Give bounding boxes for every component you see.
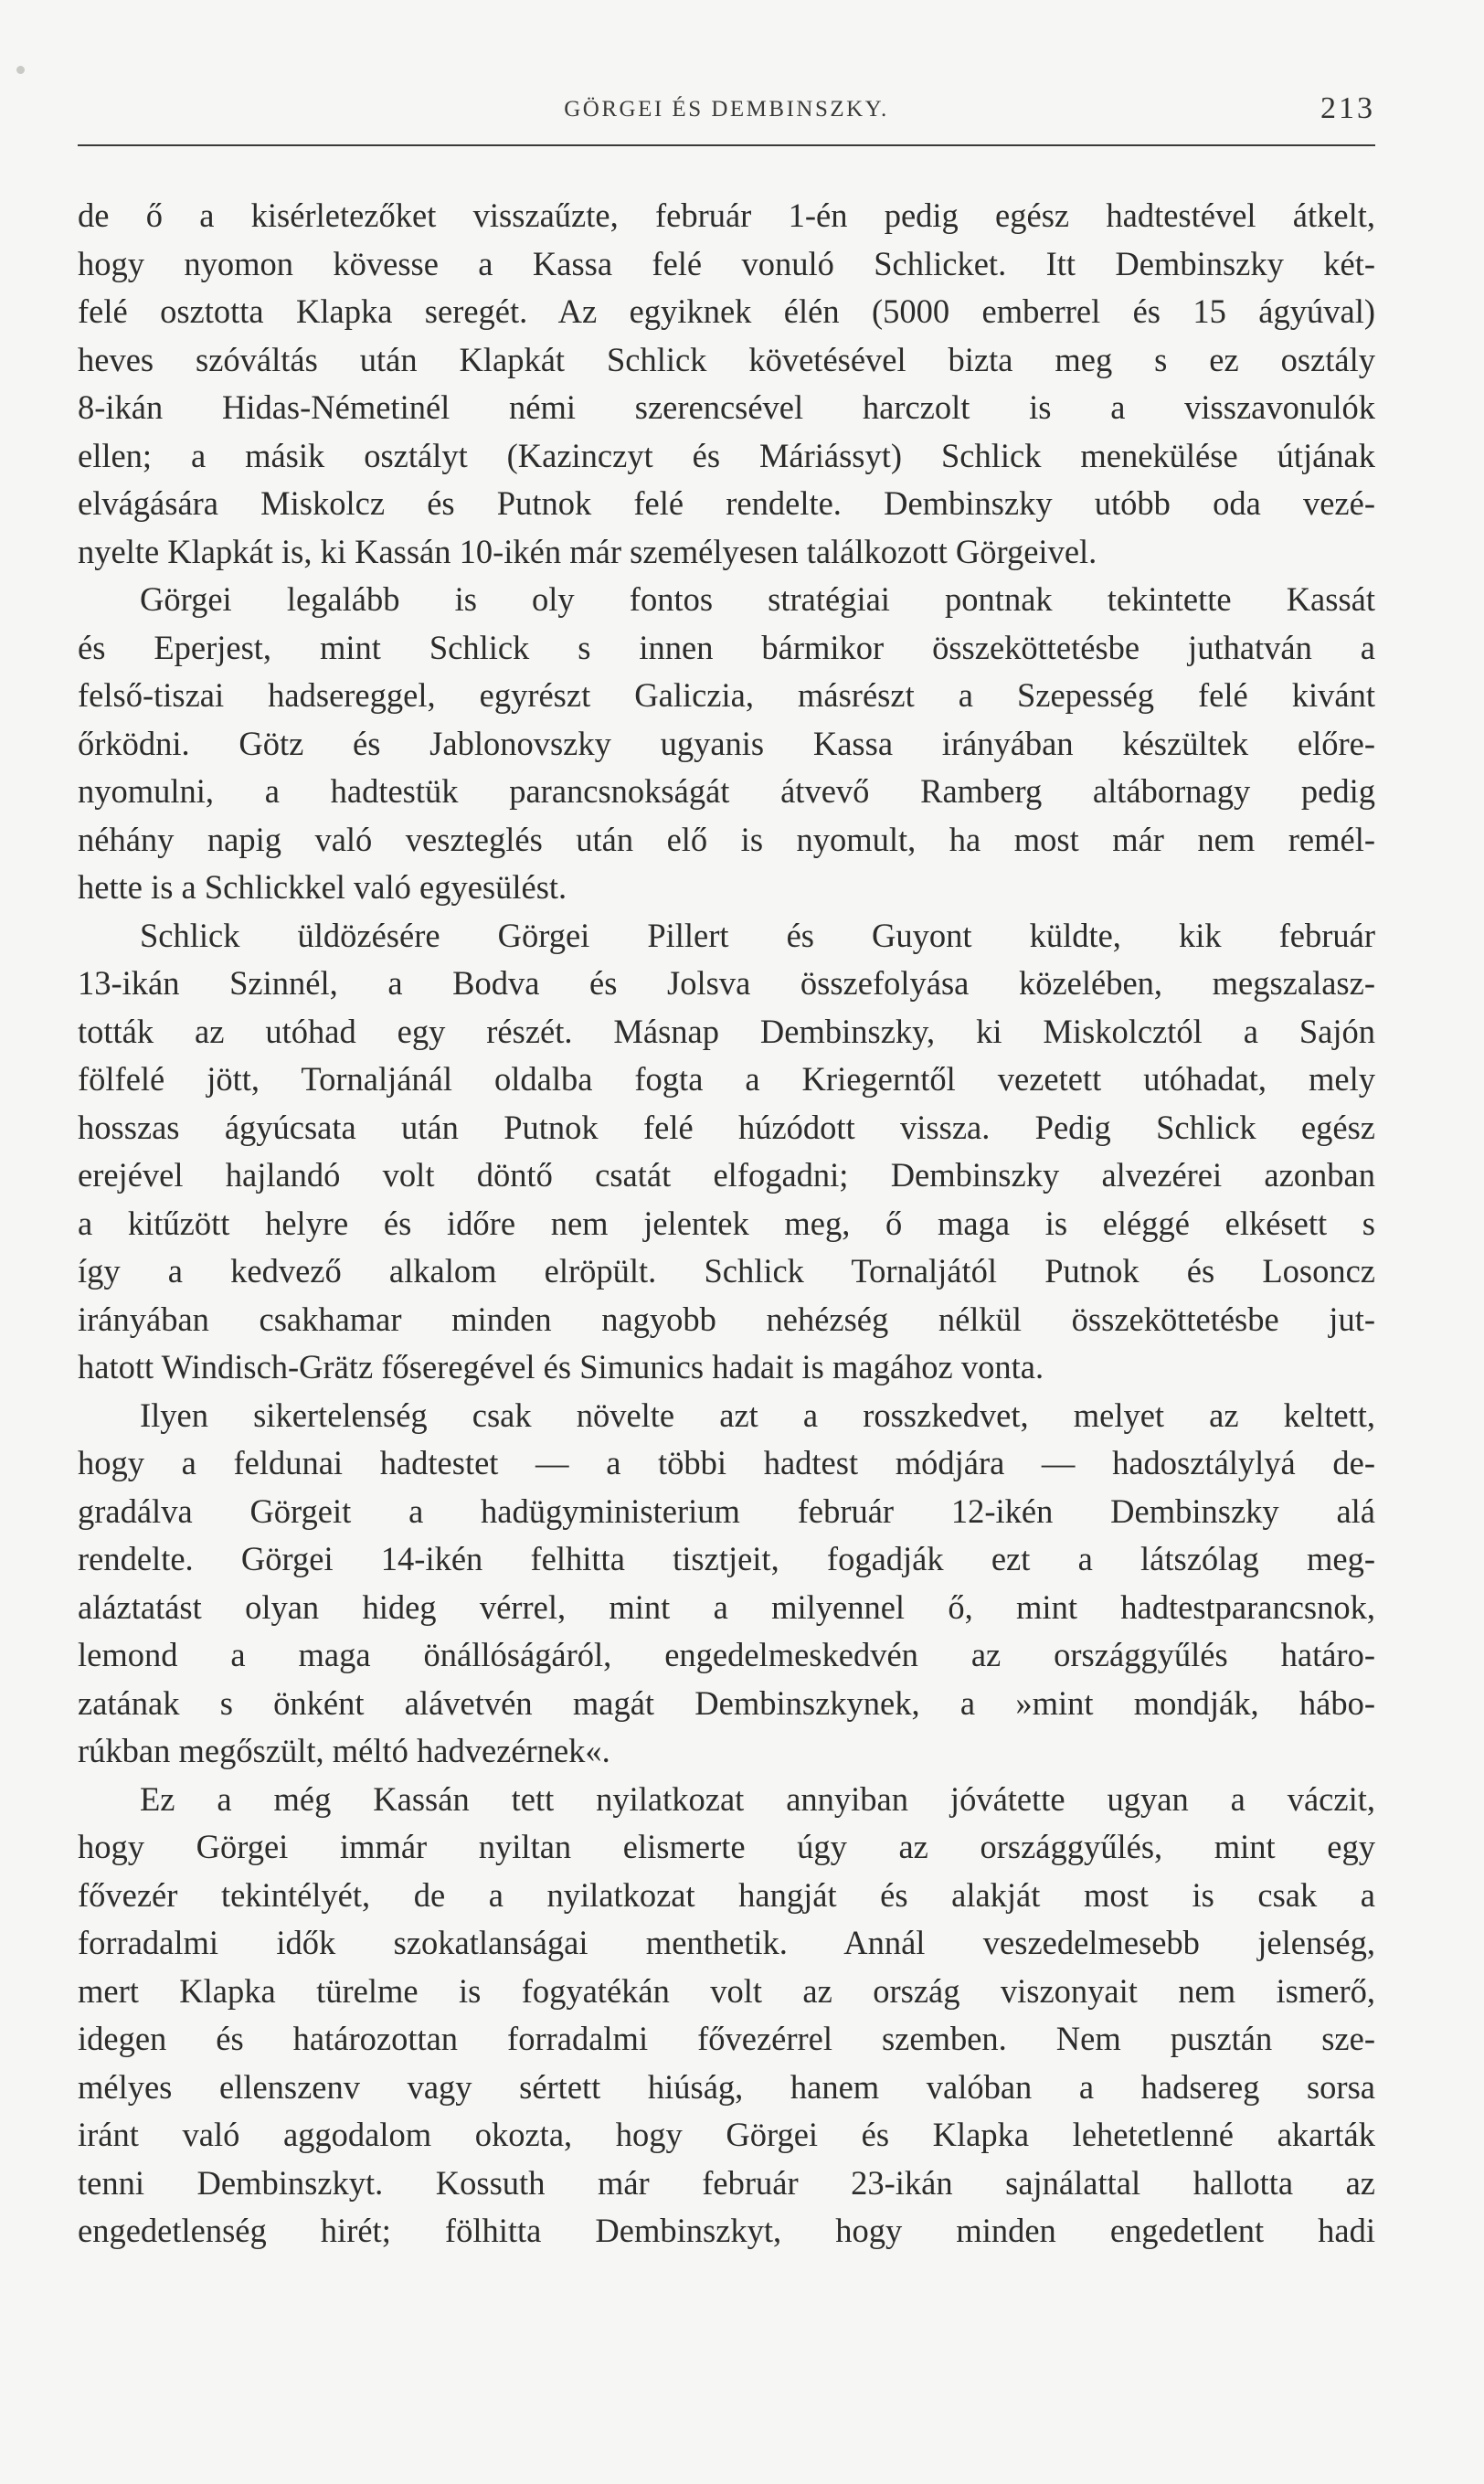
text-line: fővezér tekintélyét, de a nyilatkozat hangját és alakját most is csak a	[78, 1875, 1375, 1914]
text-line: ellen; a másik osztályt (Kazinczyt és Máriássyt) Schlick menekülése útjának	[78, 436, 1375, 474]
text-line: iránt való aggodalom okozta, hogy Görgei és Klapka lehetetlenné akarták	[78, 2116, 1375, 2153]
text-line: nyomulni, a hadtestük parancsnokságát átvevő Ramberg altábornagy pedig	[78, 772, 1375, 810]
text-line: heves szóváltás után Klapkát Schlick követésével bizta meg s ez osztály	[78, 340, 1375, 378]
text-line: mélyes ellenszenv vagy sértett hiúság, hanem valóban a hadsereg sorsa	[78, 2067, 1375, 2106]
text-line: hatott Windisch-Grätz főseregével és Simunics hadait is magához vonta.	[78, 1348, 1044, 1385]
text-line: gradálva Görgeit a hadügyministerium február 12-ikén Dembinszky alá	[78, 1491, 1375, 1530]
page-number: 213	[1320, 91, 1375, 125]
text-line: tenni Dembinszkyt. Kossuth már február 23-ikán sajnálattal hallotta az	[78, 2163, 1375, 2202]
text-line: zatának s önként alávetvén magát Dembinszkynek, a »mint mondják, hábo-	[78, 1683, 1375, 1722]
page-header	[78, 91, 1375, 135]
text-line: nyelte Klapkát is, ki Kassán 10-ikén már személyesen találkozott Görgeivel.	[78, 532, 1097, 570]
text-line: 8-ikán Hidas-Németinél némi szerencsével harczolt is a visszavonulók	[78, 388, 1375, 426]
paragraph-first-line: Schlick üldözésére Görgei Pillert és Guyont küldte, kik február	[140, 916, 1375, 954]
text-line: de ő a kisérletezőket visszaűzte, február 1-én pedig egész hadtestével átkelt,	[78, 196, 1375, 234]
text-line: őrködni. Götz és Jablonovszky ugyanis Kassa irányában készültek előre-	[78, 724, 1375, 762]
text-line: és Eperjest, mint Schlick s innen bármikor összeköttetésbe juthatván a	[78, 628, 1375, 666]
running-title: GÖRGEI ÉS DEMBINSZKY.	[564, 97, 889, 122]
text-line: elvágására Miskolcz és Putnok felé rendelte. Dembinszky utóbb oda vezé-	[78, 484, 1375, 522]
text-line: forradalmi idők szokatlanságai menthetik. Annál veszedelmesebb jelenség,	[78, 1924, 1375, 1961]
text-line: felső-tiszai hadsereggel, egyrészt Galiczia, másrészt a Szepesség felé kivánt	[78, 676, 1375, 714]
text-line: hogy a feldunai hadtestet — a többi hadtest módjára — hadosztálylyá de-	[78, 1444, 1375, 1481]
text-line: lemond a maga önállóságáról, engedelmeskedvén az országgyűlés határo-	[78, 1636, 1375, 1673]
text-line: így a kedvező alkalom elröpült. Schlick Tornaljától Putnok és Losoncz	[78, 1252, 1375, 1290]
text-line: a kitűzött helyre és időre nem jelentek meg, ő maga is eléggé elkésett s	[78, 1204, 1375, 1242]
text-line: idegen és határozottan forradalmi fővezérrel szemben. Nem pusztán sze-	[78, 2020, 1375, 2057]
text-line: engedetlenség hirét; fölhitta Dembinszkyt, hogy minden engedetlent hadi	[78, 2212, 1375, 2249]
text-line: tották az utóhad egy részét. Másnap Dembinszky, ki Miskolcztól a Sajón	[78, 1012, 1375, 1050]
text-line: néhány napig való veszteglés után elő is nyomult, ha most már nem remél-	[78, 820, 1375, 858]
paragraph-first-line: Ez a még Kassán tett nyilatkozat annyiban jóvátette ugyan a váczit,	[140, 1779, 1375, 1818]
text-line: rúkban megőszült, méltó hadvezérnek«.	[78, 1732, 610, 1769]
text-line: irányában csakhamar minden nagyobb nehézség nélkül összeköttetésbe jut-	[78, 1300, 1375, 1338]
text-line: rendelte. Görgei 14-ikén felhitta tisztjeit, fogadják ezt a látszólag meg-	[78, 1540, 1375, 1577]
text-line: fölfelé jött, Tornaljánál oldalba fogta a Kriegerntől vezetett utóhadat, mely	[78, 1060, 1375, 1098]
paragraph-first-line: Ilyen sikertelenség csak növelte azt a rosszkedvet, melyet az keltett,	[140, 1396, 1375, 1434]
text-line: aláztatást olyan hideg vérrel, mint a milyennel ő, mint hadtestparancsnok,	[78, 1587, 1375, 1626]
body-text	[78, 192, 1375, 2256]
header-rule	[78, 144, 1375, 146]
text-line: 13-ikán Szinnél, a Bodva és Jolsva összefolyása közelében, megszalasz-	[78, 964, 1375, 1002]
text-line: erejével hajlandó volt döntő csatát elfogadni; Dembinszky alvezérei azonban	[78, 1156, 1375, 1194]
text-line: hogy nyomon kövesse a Kassa felé vonuló Schlicket. Itt Dembinszky két-	[78, 244, 1375, 282]
page-corner-speck	[16, 66, 25, 74]
text-line: hogy Görgei immár nyiltan elismerte úgy az országgyűlés, mint egy	[78, 1828, 1375, 1865]
text-line: hosszas ágyúcsata után Putnok felé húzódott vissza. Pedig Schlick egész	[78, 1108, 1375, 1146]
paragraph-first-line: Görgei legalább is oly fontos stratégiai pontnak tekintette Kassát	[140, 580, 1375, 618]
text-line: felé osztotta Klapka seregét. Az egyiknek élén (5000 emberrel és 15 ágyúval)	[78, 292, 1375, 330]
text-line: mert Klapka türelme is fogyatékán volt az ország viszonyait nem ismerő,	[78, 1971, 1375, 2010]
text-line: hette is a Schlickkel való egyesülést.	[78, 868, 567, 906]
